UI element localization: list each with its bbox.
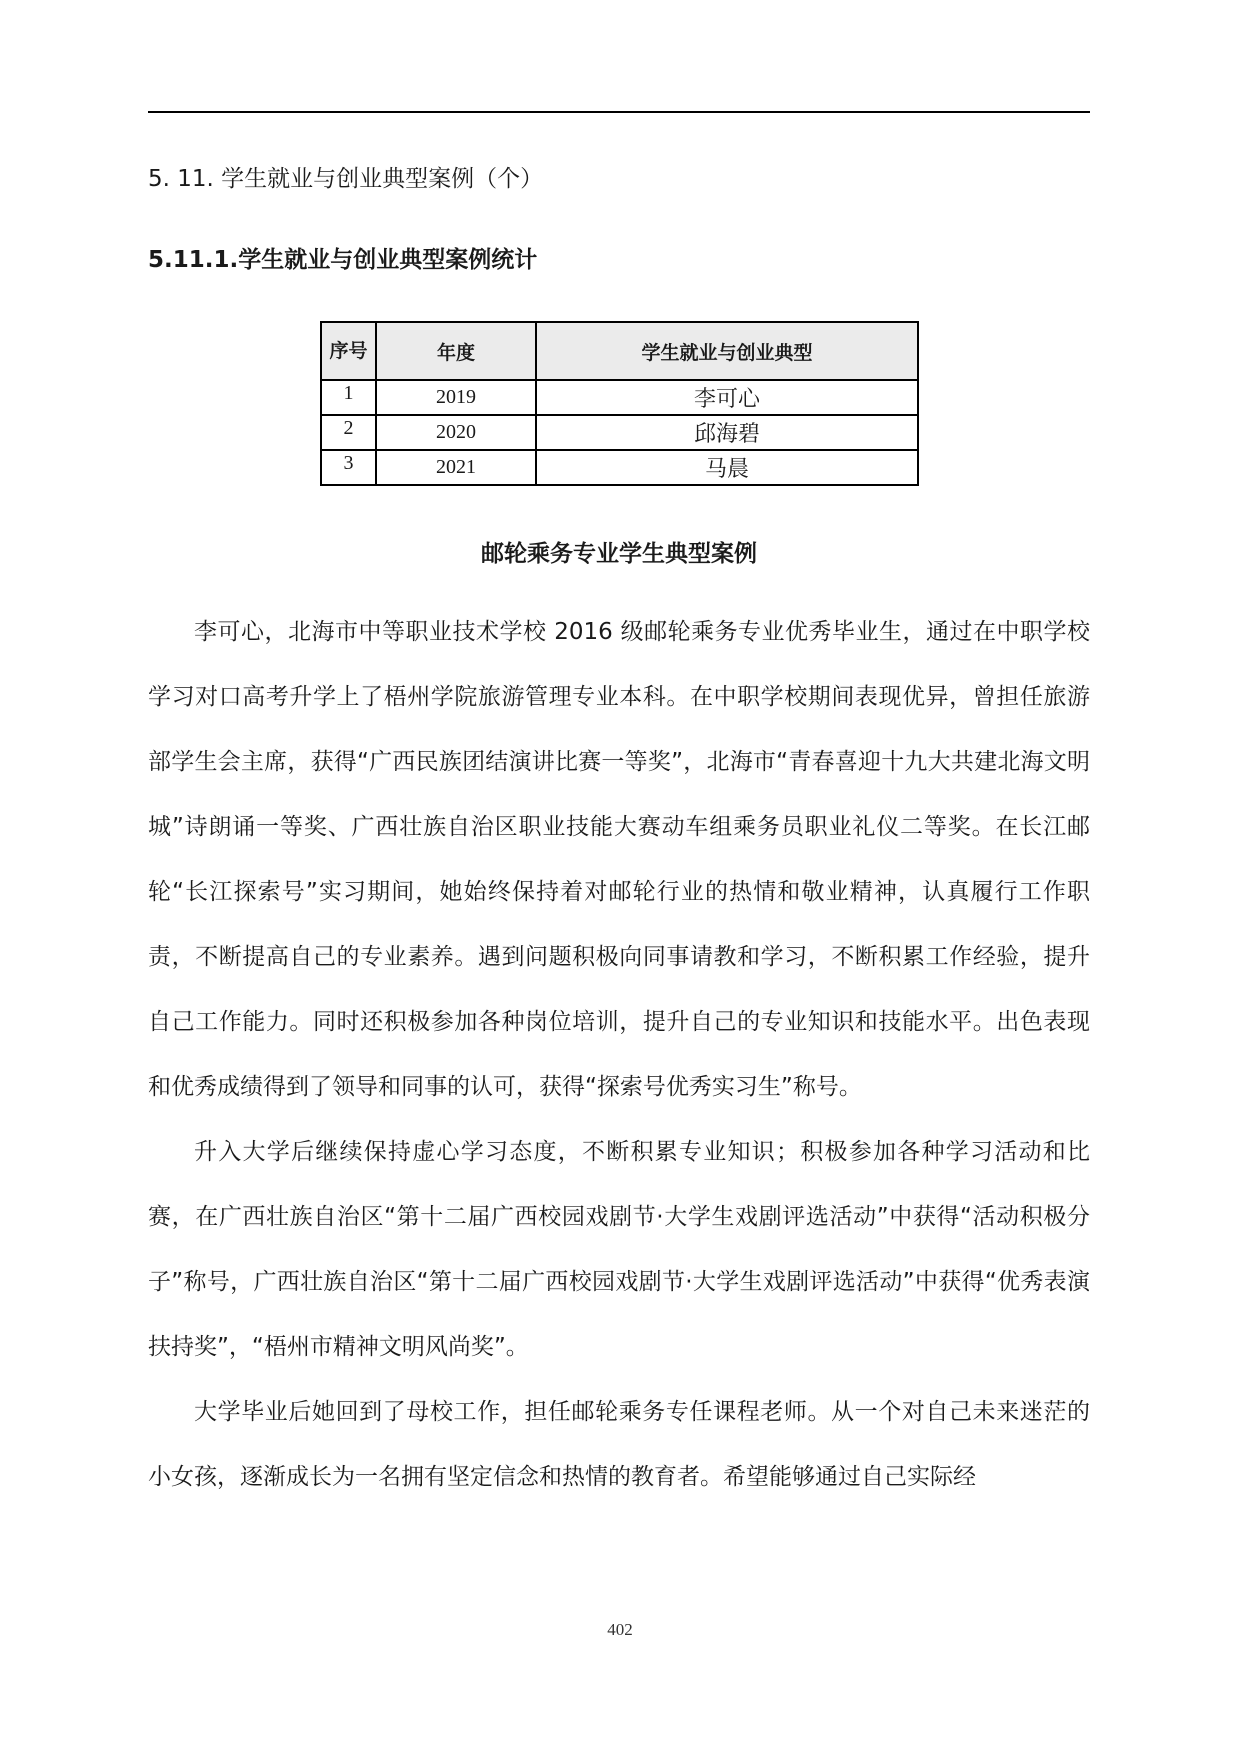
table-header-row bbox=[321, 322, 918, 380]
cell-seq: 3 bbox=[321, 450, 376, 485]
header-seq: 序号 bbox=[321, 322, 376, 380]
header-year: 年度 bbox=[376, 322, 536, 380]
table-row bbox=[321, 450, 918, 485]
page-number: 402 bbox=[607, 1620, 633, 1639]
section-heading: 5. 11. 学生就业与创业典型案例（个） bbox=[148, 166, 544, 192]
cell-year: 2020 bbox=[376, 415, 536, 450]
header-type: 学生就业与创业典型 bbox=[536, 322, 918, 380]
cell-seq: 1 bbox=[321, 380, 376, 415]
case-body bbox=[148, 600, 1090, 1510]
cell-seq: 2 bbox=[321, 415, 376, 450]
subsection-heading: 5.11.1.学生就业与创业典型案例统计 bbox=[148, 247, 538, 273]
cell-name: 李可心 bbox=[536, 380, 918, 415]
cell-name: 马晨 bbox=[536, 450, 918, 485]
paragraph: 李可心，北海市中等职业技术学校 2016 级邮轮乘务专业优秀毕业生，通过在中职学校学习对口高考升学上了梧州学院旅游管理专业本科。在中职学校期间表现优异，曾担任旅游部学生会主席，获得“广西民族团结演讲比赛一等奖”，北海市“青春喜迎十九大共建北海文明城”诗朗诵一等奖、广西壮族自治区职业技能大赛动车组乘务员职业礼仪二等奖。在长江邮轮“长江探索号”实习期间，她始终保持着对邮轮行业的热情和敬业精神，认真履行工作职责，不断提高自己的专业素养。遇到问题积极向同事请教和学习，不断积累工作经验，提升自己工作能力。同时还积极参加各种岗位培训，提升自己的专业知识和技能水平。出色表现和优秀成绩得到了领导和同事的认可，获得“探索号优秀实习生”称号。 bbox=[148, 619, 1090, 1100]
table-row bbox=[321, 380, 918, 415]
paragraph: 大学毕业后她回到了母校工作，担任邮轮乘务专任课程老师。从一个对自己未来迷茫的小女孩，逐渐成长为一名拥有坚定信念和热情的教育者。希望能够通过自己实际经 bbox=[148, 1399, 1090, 1490]
table-row bbox=[321, 415, 918, 450]
cell-year: 2019 bbox=[376, 380, 536, 415]
case-title: 邮轮乘务专业学生典型案例 bbox=[481, 541, 757, 567]
cases-table bbox=[320, 321, 919, 486]
cell-name: 邱海碧 bbox=[536, 415, 918, 450]
header-rule bbox=[148, 111, 1090, 113]
paragraph: 升入大学后继续保持虚心学习态度，不断积累专业知识；积极参加各种学习活动和比赛，在广西壮族自治区“第十二届广西校园戏剧节·大学生戏剧评选活动”中获得“活动积极分子”称号，广西壮族自治区“第十二届广西校园戏剧节·大学生戏剧评选活动”中获得“优秀表演扶持奖”，“梧州市精神文明风尚奖”。 bbox=[148, 1139, 1090, 1360]
cell-year: 2021 bbox=[376, 450, 536, 485]
